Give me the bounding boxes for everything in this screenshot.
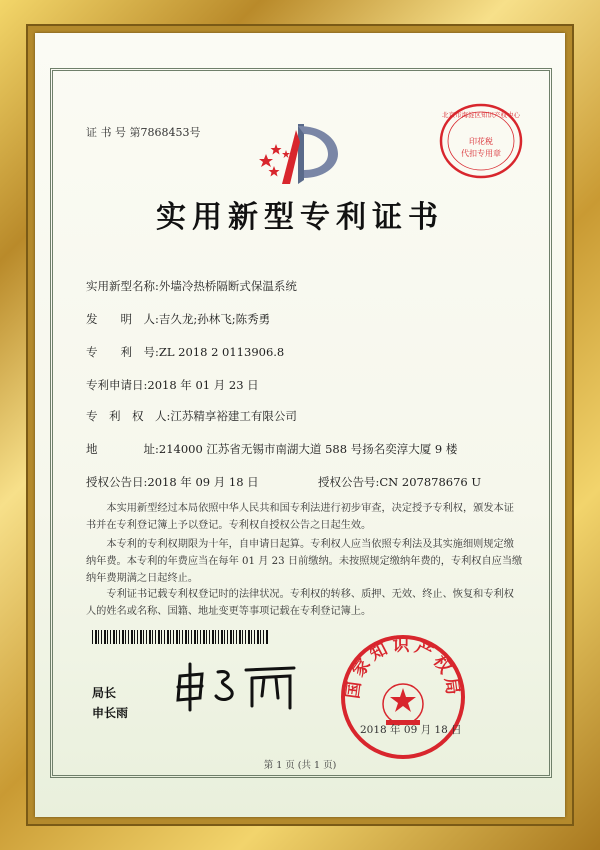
certificate-number-label: 证 书 号 第 (86, 126, 141, 139)
tax-stamp-line-2: 代扣专用章 (461, 149, 501, 158)
cnipa-logo-icon (252, 120, 348, 192)
field-label: 地 址: (86, 442, 159, 456)
tax-stamp-line-1: 印花税 (469, 137, 493, 146)
tax-stamp-ring-text: 北京市海淀区知识产权中心 (442, 111, 520, 119)
field-row-grant-date (86, 471, 259, 490)
paragraph-legal-status: 专利证书记载专利权登记时的法律状况。专利权的转移、质押、无效、终止、恢复和专利权人的姓名或名称、国籍、地址变更等事项记载在专利登记簿上。 (86, 589, 514, 617)
field-label: 专 利 权 人: (86, 409, 171, 423)
field-row-announcement (318, 471, 481, 490)
certificate-number-value: 7868453 (140, 126, 190, 139)
seal-date: 2018 年 09 月 18 日 (360, 724, 462, 736)
field-value-patentee: 江苏精享裕建工有限公司 (170, 409, 297, 423)
director-title: 局长 (92, 686, 117, 700)
certificate-number (86, 124, 201, 140)
field-row-patentee (86, 405, 297, 424)
field-row-name (86, 275, 297, 294)
paragraph-grant: 本实用新型经过本局依照中华人民共和国专利法进行初步审查，决定授予专利权，颁发本证书并在专利登记簿上予以登记。专利权自授权公告之日起生效。 (86, 503, 514, 531)
paragraph-term: 本专利的专利权期限为十年，自申请日起算。专利权人应当依照专利法及其实施细则规定缴纳年费。本专利的年费应当在每年 01 月 23 日前缴纳。未按照规定缴纳年费的，专利权自应当缴纳年费期满之日起终止。 (86, 539, 523, 584)
field-label: 专利申请日: (86, 378, 148, 392)
director-signature (172, 662, 302, 712)
field-value-announcement: CN 207878676 U (379, 475, 482, 489)
seal-text: 国家知识产权局 (343, 635, 463, 700)
field-value-address: 214000 江苏省无锡市南湖大道 588 号扬名奕淳大厦 9 楼 (158, 442, 458, 456)
field-value-inventor: 吉久龙;孙林飞;陈秀勇 (158, 312, 271, 326)
director-name: 申长雨 (92, 706, 129, 720)
official-seal (338, 632, 468, 762)
certificate-title: 实用新型专利证书 (156, 200, 444, 235)
field-row-inventor (86, 308, 270, 327)
field-value-name: 外墙冷热桥隔断式保温系统 (158, 279, 297, 293)
field-value-grant-date: 2018 年 09 月 18 日 (147, 475, 259, 489)
field-value-filing-date: 2018 年 01 月 23 日 (147, 378, 259, 392)
field-label: 发 明 人: (86, 312, 159, 326)
certificate-number-suffix: 号 (189, 126, 201, 139)
field-label: 实用新型名称: (86, 279, 159, 293)
tax-stamp (438, 102, 524, 180)
field-label: 专 利 号: (86, 345, 159, 359)
page-footer: 第 1 页 (共 1 页) (263, 760, 337, 771)
field-label: 授权公告日: (86, 475, 148, 489)
field-row-filing-date (86, 374, 259, 393)
field-label: 授权公告号: (318, 475, 380, 489)
field-row-patent-number (86, 341, 284, 360)
field-value-patent-number: ZL 2018 2 0113906.8 (158, 345, 285, 359)
barcode (92, 630, 268, 644)
field-row-address (86, 438, 457, 457)
